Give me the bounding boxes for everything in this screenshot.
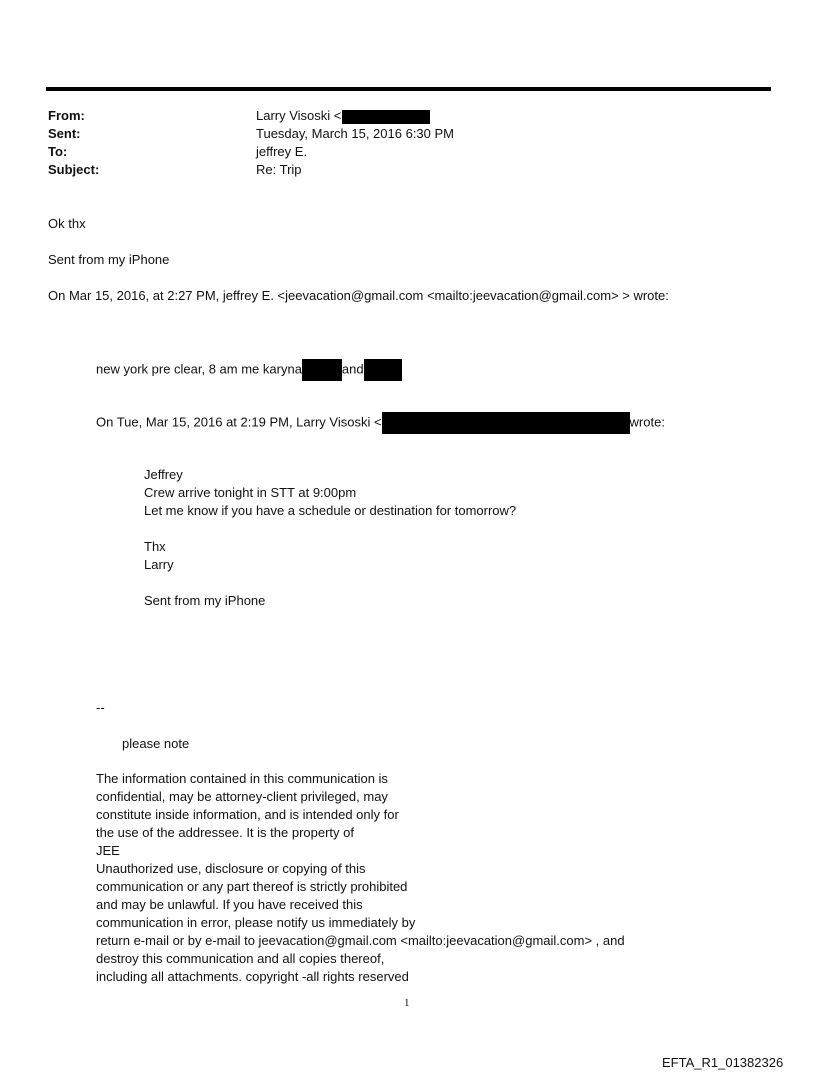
- from-label: From:: [48, 108, 85, 123]
- body-line-ok: Ok thx: [48, 216, 86, 231]
- disclaimer-line: JEE: [96, 843, 120, 858]
- sent-value: Tuesday, March 15, 2016 6:30 PM: [256, 126, 454, 141]
- redaction-box: [342, 110, 430, 124]
- from-value: [256, 107, 430, 125]
- reply1-text: new york pre clear, 8 am me karyna: [96, 361, 302, 377]
- reply2-thx: Thx: [144, 539, 166, 554]
- from-name: Larry Visoski <: [256, 108, 342, 123]
- subject-value: Re: Trip: [256, 162, 302, 177]
- disclaimer-line: the use of the addressee. It is the property of: [96, 825, 354, 840]
- disclaimer-line: including all attachments. copyright -all rights reserved: [96, 969, 409, 984]
- please-note: please note: [122, 736, 190, 751]
- quote-intro: On Mar 15, 2016, at 2:27 PM, jeffrey E. <jeevacation@gmail.com <mailto:jeevacation@gmail.com> > wrote:: [48, 288, 669, 303]
- reply2-signoff: [144, 538, 174, 574]
- disclaimer-line: The information contained in this communication is: [96, 771, 388, 786]
- reply1-wrote: wrote:: [629, 414, 665, 430]
- disclaimer-line: communication in error, please notify us immediately by: [96, 915, 416, 930]
- reply1-intro-text: On Tue, Mar 15, 2016 at 2:19 PM, Larry Visoski <: [96, 414, 382, 430]
- sent-label: Sent:: [48, 126, 81, 141]
- redaction-box: [302, 359, 342, 381]
- subject-label: Subject:: [48, 162, 100, 177]
- page-number: 1: [404, 997, 410, 1009]
- disclaimer-line: constitute inside information, and is intended only for: [96, 807, 399, 822]
- disclaimer: [96, 770, 625, 986]
- signature-separator: --: [96, 700, 105, 715]
- reply1-and: and: [341, 361, 364, 377]
- disclaimer-line: Unauthorized use, disclosure or copying of this: [96, 861, 366, 876]
- reply1-message: [96, 359, 402, 381]
- redaction-box: [364, 359, 402, 381]
- disclaimer-line: and may be unlawful. If you have received this: [96, 897, 363, 912]
- reply2-line: Crew arrive tonight in STT at 9:00pm: [144, 485, 357, 500]
- to-value: jeffrey E.: [256, 144, 308, 159]
- reply2-line: Let me know if you have a schedule or destination for tomorrow?: [144, 503, 517, 518]
- header-rule: [46, 87, 771, 91]
- reply2-message: [144, 466, 516, 520]
- to-label: To:: [48, 144, 68, 159]
- reply2-larry: Larry: [144, 557, 174, 572]
- reply1-intro: [96, 412, 665, 434]
- reply2-line: Jeffrey: [144, 467, 183, 482]
- disclaimer-line: destroy this communication and all copies thereof,: [96, 951, 385, 966]
- reply2-sent-from: Sent from my iPhone: [144, 593, 266, 608]
- disclaimer-line: communication or any part thereof is strictly prohibited: [96, 879, 408, 894]
- document-id: EFTA_R1_01382326: [662, 1055, 784, 1070]
- redaction-box: [382, 412, 630, 434]
- disclaimer-line: return e-mail or by e-mail to jeevacation@gmail.com <mailto:jeevacation@gmail.com> , and: [96, 933, 625, 948]
- disclaimer-line: confidential, may be attorney-client privileged, may: [96, 789, 388, 804]
- body-sent-from: Sent from my iPhone: [48, 252, 170, 267]
